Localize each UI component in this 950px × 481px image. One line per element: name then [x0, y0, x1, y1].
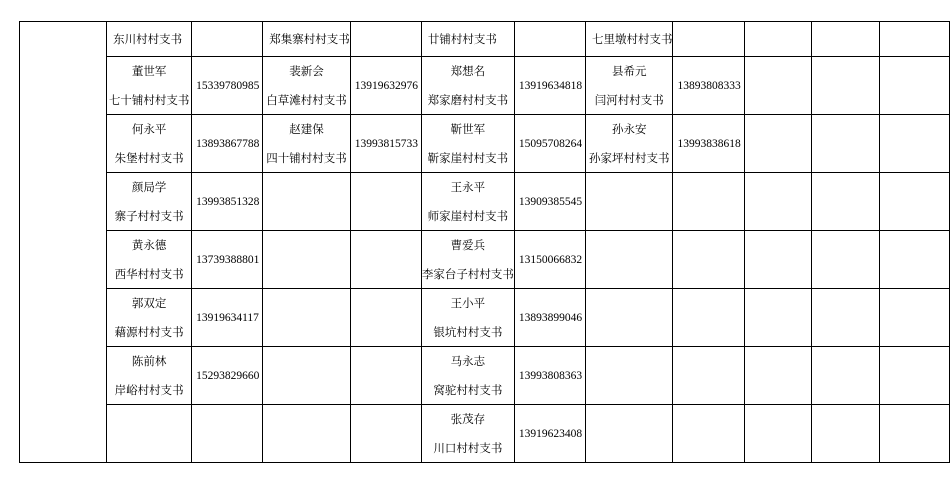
empty-cell	[350, 289, 421, 347]
empty-cell	[263, 289, 351, 347]
empty-cell	[811, 231, 880, 289]
empty-cell	[350, 231, 421, 289]
empty-cell	[350, 173, 421, 231]
empty-cell	[880, 57, 950, 115]
table-row	[20, 289, 950, 347]
empty-cell	[744, 173, 811, 231]
phone-cell	[514, 57, 585, 115]
empty-cell	[744, 289, 811, 347]
empty-cell	[585, 347, 673, 405]
secretary-cell	[585, 57, 673, 115]
phone-number: 13919632976	[354, 79, 418, 92]
secretary-cell	[107, 115, 192, 173]
empty-cell	[585, 405, 673, 463]
empty-cell	[263, 347, 351, 405]
secretary-cell	[421, 57, 514, 115]
phone-cell	[514, 231, 585, 289]
secretary-cell	[421, 289, 514, 347]
secretary-name: 裴新会	[289, 64, 324, 78]
village-label: 川口村村支书	[433, 441, 503, 455]
empty-cell	[880, 173, 950, 231]
phone-cell	[192, 347, 263, 405]
empty-cell	[880, 405, 950, 463]
phone-number: 13893867788	[196, 137, 260, 150]
secretary-cell	[107, 347, 192, 405]
secretary-name: 马永志	[450, 354, 486, 368]
phone-cell	[514, 347, 585, 405]
empty-cell	[263, 405, 351, 463]
empty-cell	[585, 231, 673, 289]
phone-cell	[192, 289, 263, 347]
secretary-cell	[107, 289, 192, 347]
village-label: 四十铺村村支书	[266, 151, 347, 165]
village-label: 靳家崖村村支书	[427, 151, 509, 165]
secretary-name: 王永平	[450, 180, 486, 194]
header-village-cell	[263, 22, 351, 57]
village-label: 廿铺村村支书	[427, 32, 497, 46]
empty-cell	[350, 347, 421, 405]
phone-number: 13993808363	[518, 369, 583, 382]
empty-cell	[744, 22, 811, 57]
phone-number: 13919623408	[518, 427, 583, 440]
empty-cell	[263, 231, 351, 289]
empty-cell	[107, 405, 192, 463]
village-label: 孙家坪村村支书	[588, 151, 670, 165]
phone-number: 13993815733	[354, 137, 418, 150]
secretary-cell	[585, 115, 673, 173]
secretary-name: 曹爱兵	[450, 238, 486, 252]
empty-cell	[673, 173, 744, 231]
table-row	[20, 115, 950, 173]
table-row	[20, 405, 950, 463]
village-label: 东川村村支书	[113, 32, 183, 46]
secretary-name: 县希元	[611, 64, 647, 78]
secretary-name: 郭双定	[131, 296, 167, 310]
table-row	[20, 231, 950, 289]
phone-cell	[514, 405, 585, 463]
village-label: 寨子村村支书	[114, 209, 184, 223]
village-label: 窝驼村村支书	[433, 383, 503, 397]
empty-cell	[744, 231, 811, 289]
secretary-cell	[107, 173, 192, 231]
phone-number: 13739388801	[196, 253, 260, 266]
phone-number: 13893808333	[677, 79, 741, 92]
table-row	[20, 173, 950, 231]
secretary-cell	[421, 347, 514, 405]
village-label: 郑家磨村村支书	[427, 93, 509, 107]
empty-cell	[350, 405, 421, 463]
empty-cell	[192, 405, 263, 463]
secretary-cell	[421, 115, 514, 173]
empty-cell	[811, 405, 880, 463]
secretary-name: 靳世军	[450, 122, 486, 136]
table-row	[20, 347, 950, 405]
village-label: 师家崖村村支书	[427, 209, 509, 223]
secretary-name: 何永平	[131, 122, 167, 136]
phone-cell	[673, 57, 744, 115]
phone-cell	[192, 115, 263, 173]
phone-number: 13893899046	[518, 311, 583, 324]
secretary-name: 王小平	[450, 296, 486, 310]
secretary-name: 陈前林	[131, 354, 167, 368]
header-village-cell	[585, 22, 673, 57]
empty-cell	[350, 22, 421, 57]
empty-cell	[880, 22, 950, 57]
secretary-name: 郑想名	[450, 64, 486, 78]
table-row	[20, 57, 950, 115]
village-label: 郑集寨村村支书	[269, 32, 350, 46]
empty-cell	[585, 173, 673, 231]
empty-cell	[673, 289, 744, 347]
header-village-cell	[107, 22, 192, 57]
phone-cell	[192, 57, 263, 115]
village-label: 闫河村村支书	[594, 93, 664, 107]
empty-cell	[811, 22, 880, 57]
village-label: 岸峪村村支书	[114, 383, 184, 397]
secretary-name: 颜局学	[131, 180, 167, 194]
empty-cell	[744, 57, 811, 115]
side-blank-cell	[20, 22, 107, 463]
phone-cell	[192, 173, 263, 231]
village-label: 白草滩村村支书	[266, 93, 347, 107]
empty-cell	[263, 173, 351, 231]
village-label: 西华村村支书	[114, 267, 184, 281]
phone-number: 15339780985	[196, 79, 260, 92]
empty-cell	[880, 347, 950, 405]
empty-cell	[673, 347, 744, 405]
secretary-cell	[107, 57, 192, 115]
village-label: 七十铺村村支书	[108, 93, 190, 107]
secretary-cell	[421, 405, 514, 463]
empty-cell	[744, 347, 811, 405]
village-secretary-table	[19, 21, 950, 463]
secretary-cell	[263, 115, 351, 173]
secretary-name: 黄永德	[131, 238, 167, 252]
village-label: 李家台子村村支书	[421, 267, 514, 281]
secretary-cell	[107, 231, 192, 289]
phone-number: 13993838618	[677, 137, 741, 150]
phone-number: 13919634818	[518, 79, 583, 92]
phone-cell	[673, 115, 744, 173]
village-label: 银坑村村支书	[433, 325, 503, 339]
phone-number: 13993851328	[196, 195, 260, 208]
phone-cell	[514, 289, 585, 347]
empty-cell	[811, 347, 880, 405]
secretary-cell	[263, 57, 351, 115]
empty-cell	[192, 22, 263, 57]
phone-cell	[350, 57, 421, 115]
phone-number: 13909385545	[518, 195, 583, 208]
village-label: 七里墩村村支书	[591, 32, 673, 46]
empty-cell	[811, 289, 880, 347]
secretary-cell	[421, 173, 514, 231]
empty-cell	[811, 115, 880, 173]
empty-cell	[673, 22, 744, 57]
phone-cell	[192, 231, 263, 289]
header-village-cell	[421, 22, 514, 57]
empty-cell	[880, 115, 950, 173]
empty-cell	[744, 405, 811, 463]
secretary-name: 赵建保	[289, 122, 324, 136]
table-row	[20, 22, 950, 57]
secretary-name: 董世军	[131, 64, 167, 78]
empty-cell	[880, 231, 950, 289]
phone-number: 15095708264	[518, 137, 583, 150]
village-label: 藉源村村支书	[114, 325, 184, 339]
phone-cell	[350, 115, 421, 173]
phone-number: 13919634117	[196, 311, 259, 324]
phone-number: 13150066832	[518, 253, 583, 266]
empty-cell	[811, 57, 880, 115]
empty-cell	[514, 22, 585, 57]
secretary-name: 张茂存	[450, 412, 486, 426]
empty-cell	[673, 231, 744, 289]
village-label: 朱堡村村支书	[114, 151, 184, 165]
table-body	[20, 22, 950, 463]
empty-cell	[744, 115, 811, 173]
empty-cell	[811, 173, 880, 231]
empty-cell	[585, 289, 673, 347]
phone-cell	[514, 115, 585, 173]
phone-number: 15293829660	[196, 369, 260, 382]
empty-cell	[880, 289, 950, 347]
secretary-cell	[421, 231, 514, 289]
phone-cell	[514, 173, 585, 231]
secretary-name: 孙永安	[611, 122, 647, 136]
empty-cell	[673, 405, 744, 463]
